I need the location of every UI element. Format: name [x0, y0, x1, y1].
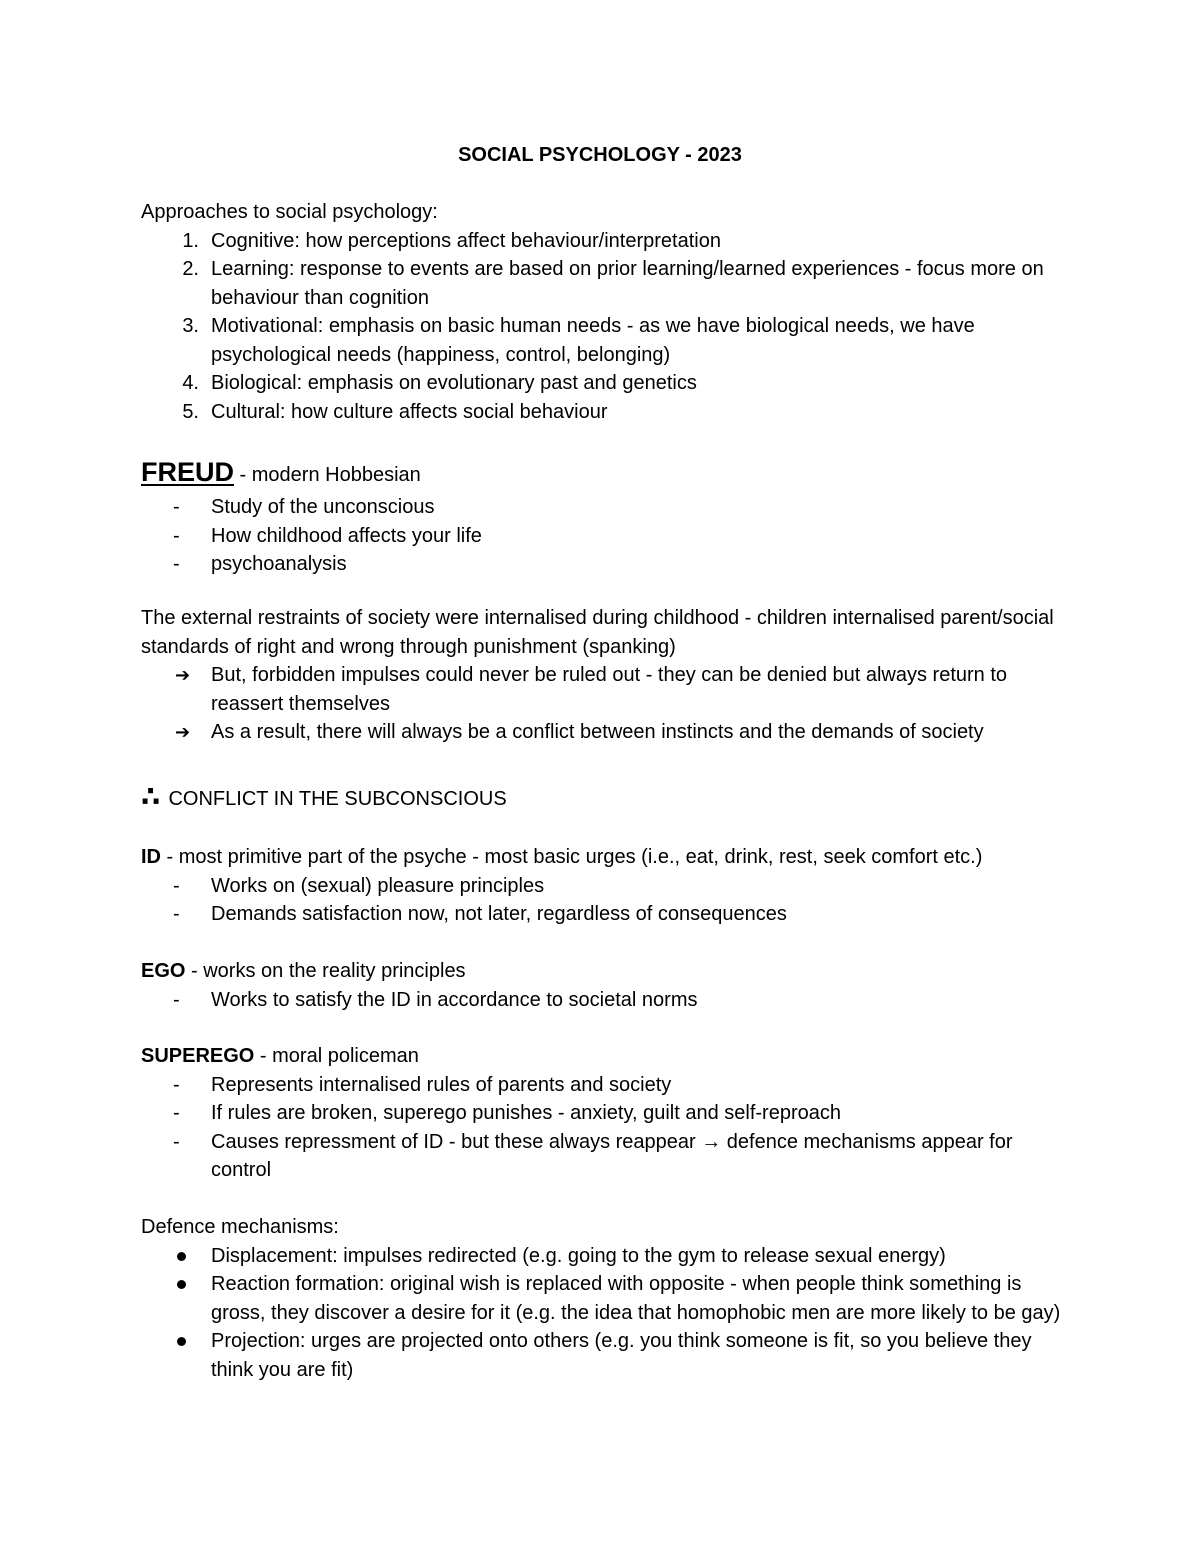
list-item-text: Learning: response to events are based on prior learning/learned experiences - focus more on behaviour than cognition — [211, 258, 1044, 309]
freud-heading — [141, 454, 1061, 493]
dash-bullet: - — [173, 524, 180, 547]
list-item — [141, 369, 1061, 398]
list-item-text: Reaction formation: original wish is replaced with opposite - when people think something is gross, they discover a desire for it (e.g. the idea that homophobic men are more likely to be gay) — [211, 1273, 1061, 1324]
superego-term: SUPEREGO — [141, 1045, 255, 1067]
therefore-icon: ∴ — [141, 781, 161, 812]
list-item — [141, 255, 1061, 312]
bullet-dot-icon — [177, 1252, 186, 1261]
bullet-dot-icon — [177, 1337, 186, 1346]
list-item-text: Biological: emphasis on evolutionary past and genetics — [211, 372, 697, 394]
id-section — [141, 843, 1061, 929]
list-item-text: How childhood affects your life — [211, 524, 482, 547]
id-term: ID — [141, 846, 161, 868]
id-description: - most primitive part of the psyche - most basic urges (i.e., eat, drink, rest, seek comfort etc.) — [161, 846, 983, 868]
list-item — [141, 986, 1061, 1015]
list-item-text: As a result, there will always be a conflict between instincts and the demands of society — [211, 721, 984, 743]
dash-bullet: - — [173, 553, 180, 575]
page-title: SOCIAL PSYCHOLOGY - 2023 — [458, 144, 742, 166]
list-item-text: Works on (sexual) pleasure principles — [211, 874, 545, 897]
approaches-list — [141, 227, 1061, 427]
approaches-heading: Approaches to social psychology: — [141, 201, 438, 223]
list-item — [141, 872, 1061, 901]
superego-section — [141, 1042, 1061, 1185]
list-item-text: Cognitive: how perceptions affect behaviour/interpretation — [211, 229, 721, 252]
list-number: 1. — [182, 229, 199, 252]
dash-bullet: - — [173, 1102, 180, 1124]
list-item-text: Displacement: impulses redirected (e.g. going to the gym to release sexual energy) — [211, 1244, 946, 1267]
freud-title: FREUD — [141, 457, 234, 487]
list-item — [141, 227, 1061, 256]
defence-section — [141, 1213, 1061, 1384]
list-item-text: Represents internalised rules of parents and society — [211, 1073, 672, 1096]
list-item — [141, 718, 1061, 747]
superego-description: - moral policeman — [254, 1045, 419, 1067]
restraints-paragraph: The external restraints of society were internalised during childhood - children internalised parent/social standards of right and wrong through punishment (spanking) — [141, 607, 1054, 658]
list-item-text: But, forbidden impulses could never be ruled out - they can be denied but always return to reassert themselves — [211, 664, 1008, 715]
list-item — [141, 398, 1061, 427]
conflict-section — [141, 782, 1061, 814]
restraints-section — [141, 604, 1061, 747]
freud-list — [141, 493, 1061, 579]
list-item — [141, 312, 1061, 369]
freud-section — [141, 454, 1061, 579]
list-item-text: Study of the unconscious — [211, 496, 435, 518]
id-list — [141, 872, 1061, 929]
freud-description: - modern Hobbesian — [234, 464, 421, 486]
dash-bullet: - — [173, 496, 180, 518]
list-item — [141, 1099, 1061, 1128]
list-item-text: Cultural: how culture affects social behaviour — [211, 400, 608, 423]
dash-bullet: - — [173, 903, 180, 925]
list-item-text: Causes repressment of ID - but these always reappear → defence mechanisms appear for control — [211, 1130, 1013, 1181]
approaches-section — [141, 198, 1061, 426]
dash-bullet: - — [173, 874, 180, 897]
arrow-bullet-icon: ➔ — [175, 665, 191, 685]
list-item — [141, 522, 1061, 551]
list-item-text: Works to satisfy the ID in accordance to societal norms — [211, 988, 698, 1011]
list-number: 3. — [182, 315, 199, 337]
conflict-heading — [141, 782, 1061, 814]
defence-heading: Defence mechanisms: — [141, 1216, 339, 1238]
list-item-text: Motivational: emphasis on basic human needs - as we have biological needs, we have psychological needs (happiness, control, belonging) — [211, 315, 975, 366]
dash-bullet: - — [173, 1073, 180, 1096]
arrow-bullet-icon: ➔ — [175, 722, 191, 742]
conflict-text: CONFLICT IN THE SUBCONSCIOUS — [168, 788, 507, 810]
ego-section — [141, 957, 1061, 1014]
ego-heading — [141, 957, 1061, 986]
id-heading — [141, 843, 1061, 872]
list-item-text: psychoanalysis — [211, 553, 347, 575]
ego-description: - works on the reality principles — [185, 960, 466, 982]
list-item — [141, 1128, 1061, 1185]
list-item — [141, 1071, 1061, 1100]
list-item — [141, 1242, 1061, 1271]
dash-bullet: - — [173, 1130, 180, 1153]
superego-heading — [141, 1042, 1061, 1071]
list-number: 5. — [182, 400, 199, 423]
list-item — [141, 900, 1061, 929]
list-item-text: If rules are broken, superego punishes - anxiety, guilt and self-reproach — [211, 1102, 841, 1124]
ego-list — [141, 986, 1061, 1015]
list-item — [141, 493, 1061, 522]
restraints-list — [141, 661, 1061, 747]
dash-bullet: - — [173, 988, 180, 1011]
bullet-dot-icon — [177, 1280, 186, 1289]
list-item-text: Projection: urges are projected onto others (e.g. you think someone is fit, so you believe they think you are fit) — [211, 1330, 1032, 1381]
list-item — [141, 661, 1061, 718]
list-item-text: Demands satisfaction now, not later, regardless of consequences — [211, 903, 787, 925]
list-item — [141, 1270, 1061, 1327]
list-item — [141, 1327, 1061, 1384]
list-item — [141, 550, 1061, 579]
ego-term: EGO — [141, 960, 186, 982]
list-number: 2. — [182, 258, 199, 280]
list-number: 4. — [182, 372, 199, 394]
superego-list — [141, 1071, 1061, 1185]
defence-list — [141, 1242, 1061, 1385]
